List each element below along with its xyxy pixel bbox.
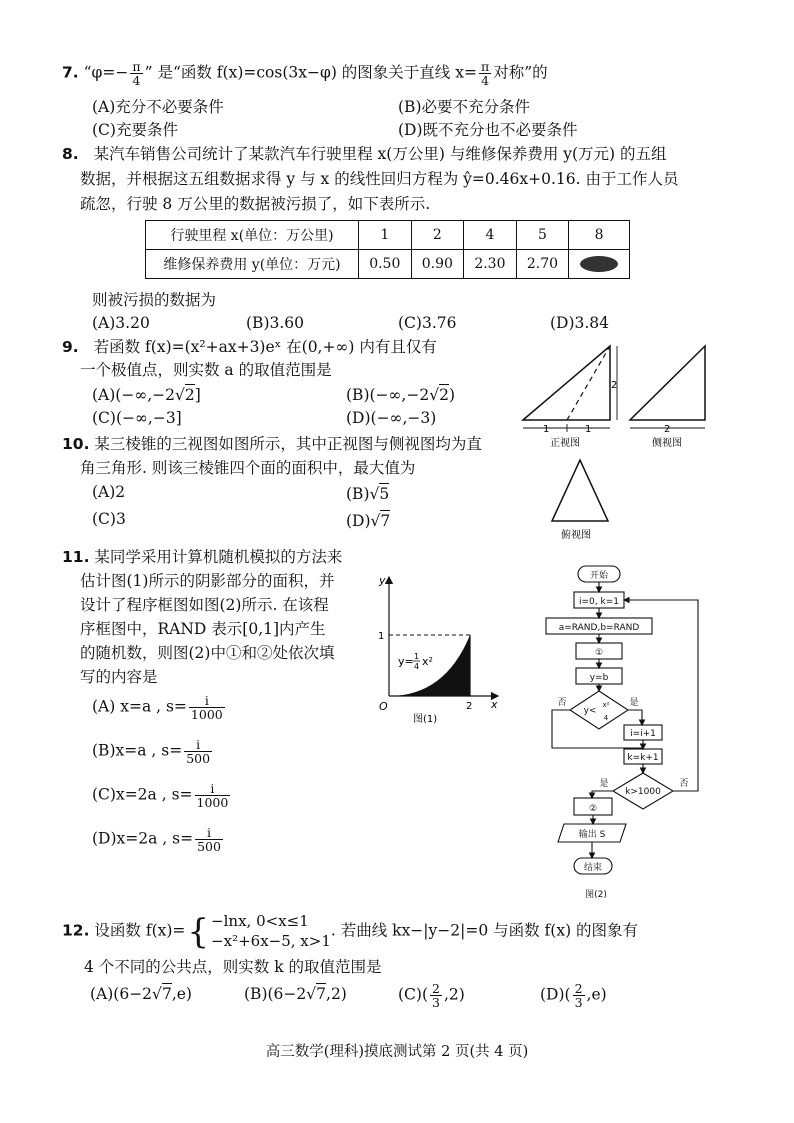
function-label: y= xyxy=(398,655,414,668)
q8-ask: 则被污损的数据为 xyxy=(92,291,217,309)
figure1-caption: 图(1) xyxy=(413,714,438,725)
svg-text:1: 1 xyxy=(585,424,592,435)
q9-stem-line1: 9. 若函数 f(x)=(x²+ax+3)eˣ 在(0,+∞) 内有且仅有 xyxy=(62,338,437,356)
svg-text:k>1000: k>1000 xyxy=(625,787,661,797)
q8-option-c: (C)3.76 xyxy=(398,314,457,332)
q12-number: 12. xyxy=(62,921,90,940)
fraction: $\frac{\pi}{4}$ xyxy=(480,59,490,89)
q10-option-c: (C)3 xyxy=(92,510,126,528)
svg-text:输出 S: 输出 S xyxy=(578,830,606,840)
q10-three-view-figure xyxy=(515,338,740,543)
fraction: $\frac{2}{3}$ xyxy=(574,981,583,1011)
table-cell: 2 xyxy=(411,221,464,250)
svg-text:1: 1 xyxy=(414,652,420,661)
q12-option-a: (A)(6−2√7,e) xyxy=(90,985,192,1003)
svg-text:①: ① xyxy=(594,648,604,658)
q11-option-c: (C)x=2a , s= $\frac{i}{1000}$ xyxy=(92,781,229,811)
q8-number: 8. xyxy=(62,145,79,163)
q7-option-a: (A)充分不必要条件 xyxy=(92,98,224,116)
table-cell: 8 xyxy=(569,221,630,250)
hidden-edge-dashed xyxy=(567,346,610,420)
fraction: $\frac{i}{1000}$ xyxy=(196,781,229,811)
svg-text:结束: 结束 xyxy=(583,863,603,873)
q11-stem-line2: 估计图(1)所示的阴影部分的面积，并 xyxy=(80,572,335,590)
svg-text:否: 否 xyxy=(679,779,689,789)
q9-option-d: (D)(−∞,−3) xyxy=(346,409,437,427)
q7-option-b: (B)必要不充分条件 xyxy=(398,98,530,116)
q7-stem: 7. “φ=− $\frac{\pi}{4}$ ” 是“函数 f(x)=cos(3x−φ) 的图象关于直线 x= $\frac{\pi}{4}$ 对称”的 xyxy=(62,59,548,89)
svg-text:4: 4 xyxy=(414,662,420,671)
fraction: $\frac{i}{500}$ xyxy=(197,825,221,855)
top-view-triangle xyxy=(552,460,608,521)
q7-number: 7. xyxy=(62,63,79,82)
q8-option-a: (A)3.20 xyxy=(92,314,150,332)
svg-text:2: 2 xyxy=(664,424,671,435)
side-view-label: 侧视图 xyxy=(652,438,682,449)
svg-text:是: 是 xyxy=(599,779,609,789)
svg-text:i=0, k=1: i=0, k=1 xyxy=(579,597,619,607)
table-cell: 5 xyxy=(516,221,569,250)
side-view-triangle xyxy=(630,346,705,420)
q10-stem-line2: 角三角形. 则该三棱锥四个面的面积中，最大值为 xyxy=(80,459,416,477)
svg-text:②: ② xyxy=(588,804,598,814)
table-row-label: 行驶里程 x(单位：万公里) xyxy=(146,221,359,250)
q11-option-b: (B)x=a , s= $\frac{i}{500}$ xyxy=(92,737,211,767)
q11-stem-line3: 设计了程序框图如图(2)所示. 在该程 xyxy=(80,596,329,614)
q12-option-c: (C)( $\frac{2}{3}$ ,2) xyxy=(398,981,465,1011)
svg-text:a=RAND,b=RAND: a=RAND,b=RAND xyxy=(558,623,640,633)
q11-stem-line4: 序框图中，RAND 表示[0,1]内产生 xyxy=(80,620,326,638)
flow-condition1 xyxy=(570,691,628,729)
q8-stem-line3: 疏忽，行驶 8 万公里的数据被污损了，如下表所示. xyxy=(80,195,431,213)
svg-text:否: 否 xyxy=(557,698,567,708)
svg-text:是: 是 xyxy=(629,698,639,708)
q11-stem-line1: 11. 某同学采用计算机随机模拟的方法来 xyxy=(62,548,343,566)
fraction: $\frac{\pi}{4}$ xyxy=(132,59,141,89)
front-view-label: 正视图 xyxy=(550,438,580,449)
top-view-label: 俯视图 xyxy=(561,530,591,541)
q8-option-b: (B)3.60 xyxy=(246,314,304,332)
y-axis-label: y xyxy=(379,574,386,587)
q10-option-a: (A)2 xyxy=(92,483,126,501)
q11-figure2-flowchart xyxy=(530,560,730,905)
front-view-triangle xyxy=(523,346,610,420)
q12-option-d: (D)( $\frac{2}{3}$ ,e) xyxy=(540,981,607,1011)
q10-option-b: (B)√5 xyxy=(346,485,390,503)
svg-text:k=k+1: k=k+1 xyxy=(627,753,659,763)
x-axis-label: x xyxy=(491,698,498,711)
q11-option-d: (D)x=2a , s= $\frac{i}{500}$ xyxy=(92,825,221,855)
q7-option-d: (D)既不充分也不必要条件 xyxy=(398,121,578,139)
q11-stem-line6: 写的内容是 xyxy=(80,668,158,686)
q10-number: 10. xyxy=(62,435,90,453)
svg-text:i=i+1: i=i+1 xyxy=(630,729,656,739)
page-footer: 高三数学(理科)摸底测试第 2 页(共 4 页) xyxy=(265,1044,529,1060)
svg-text:2: 2 xyxy=(611,380,618,391)
svg-text:1: 1 xyxy=(543,424,550,435)
q8-data-table xyxy=(145,220,630,279)
table-row xyxy=(146,250,630,279)
svg-text:x²: x² xyxy=(422,655,433,668)
q10-option-d: (D)√7 xyxy=(346,512,391,530)
svg-text:x²: x² xyxy=(602,701,610,709)
table-cell: 2.70 xyxy=(516,250,569,279)
svg-text:y=b: y=b xyxy=(589,673,609,683)
table-cell: 0.90 xyxy=(411,250,464,279)
q11-number: 11. xyxy=(62,548,90,566)
origin-label: O xyxy=(379,700,388,713)
table-cell: 4 xyxy=(464,221,517,250)
table-cell: 1 xyxy=(359,221,412,250)
q10-stem-line1: 10. 某三棱锥的三视图如图所示，其中正视图与侧视图均为直 xyxy=(62,435,482,453)
q8-stem-line1: 8. 某汽车销售公司统计了某款汽车行驶里程 x(万公里) 与维修保养费用 y(万元) 的五组 xyxy=(62,145,667,163)
q11-option-a: (A) x=a , s= $\frac{i}{1000}$ xyxy=(92,693,223,723)
smudged-cell xyxy=(569,250,630,279)
q9-option-b: (B)(−∞,−2√2) xyxy=(346,386,456,404)
table-cell: 2.30 xyxy=(464,250,517,279)
fraction: $\frac{2}{3}$ xyxy=(432,981,440,1011)
fraction: $\frac{i}{500}$ xyxy=(186,737,211,767)
q7-option-c: (C)充要条件 xyxy=(92,121,178,139)
svg-text:4: 4 xyxy=(603,714,609,722)
figure2-caption: 图(2) xyxy=(585,890,607,900)
y-tick-label: 1 xyxy=(378,631,385,642)
svg-text:y<: y< xyxy=(583,706,597,716)
q8-stem-line2: 数据，并根据这五组数据求得 y 与 x 的线性回归方程为 ŷ=0.46x+0.16. 由于工作人员 xyxy=(80,170,679,188)
q8-option-d: (D)3.84 xyxy=(550,314,610,332)
q12-stem-line2: 4 个不同的公共点，则实数 k 的取值范围是 xyxy=(84,958,382,976)
smudge-blot xyxy=(580,256,618,272)
q9-number: 9. xyxy=(62,338,79,356)
x-tick-label: 2 xyxy=(466,701,473,712)
q11-stem-line5: 的随机数，则图(2)中①和②处依次填 xyxy=(80,644,335,662)
q12-stem-line1: 12. 设函数 f(x)={ −lnx, 0<x≤1 −x²+6x−5, x>1 . 若曲线 kx−|y−2|=0 与函数 f(x) 的图象有 xyxy=(62,911,639,952)
svg-text:开始: 开始 xyxy=(589,571,609,581)
fraction: $\frac{i}{1000}$ xyxy=(190,693,223,723)
q9-option-c: (C)(−∞,−3] xyxy=(92,409,182,427)
table-cell: 0.50 xyxy=(359,250,412,279)
q11-figure1-graph xyxy=(365,570,505,725)
table-row-label: 维修保养费用 y(单位：万元) xyxy=(146,250,359,279)
q9-option-a: (A)(−∞,−2√2] xyxy=(92,386,201,404)
table-row xyxy=(146,221,630,250)
q12-option-b: (B)(6−2√7,2) xyxy=(244,985,347,1003)
piecewise-cases: −lnx, 0<x≤1 −x²+6x−5, x>1 xyxy=(211,912,331,950)
q9-stem-line2: 一个极值点，则实数 a 的取值范围是 xyxy=(80,361,332,379)
